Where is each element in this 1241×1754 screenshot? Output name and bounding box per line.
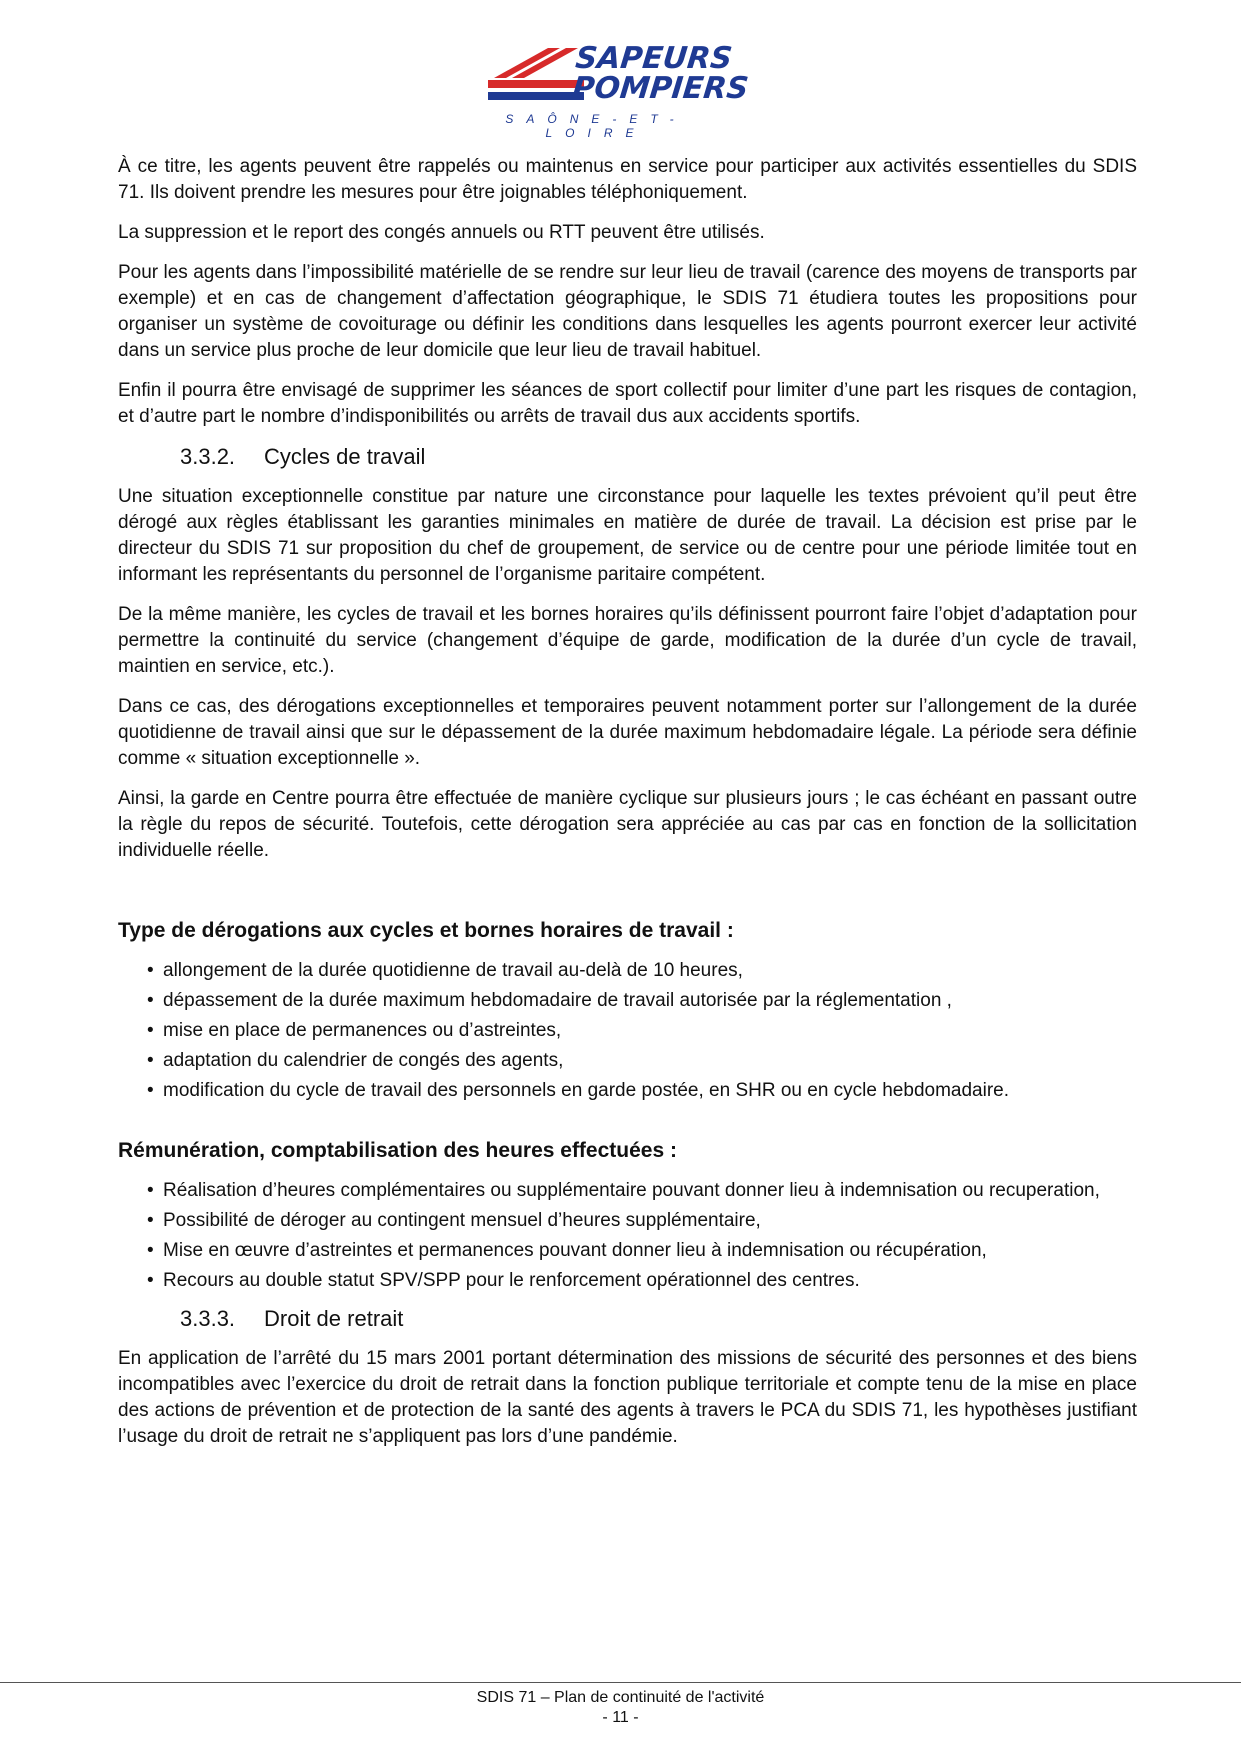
list-item: • mise en place de permanences ou d’astreintes, bbox=[118, 1018, 1137, 1044]
page-content bbox=[118, 154, 1137, 1464]
section-number: 3.3.3. bbox=[180, 1306, 236, 1331]
paragraph: En application de l’arrêté du 15 mars 2001 portant détermination des missions de sécurité des personnes et des biens incompatibles avec l’exercice du droit de retrait dans la fonction publique territoriale et compte tenu de la mise en place des actions de prévention et de protection de la santé des agents à travers le PCA du SDIS 71, les hypothèses justifiant l’usage du droit de retrait ne s’appliquent pas lors d’une pandémie. bbox=[118, 1348, 1137, 1447]
paragraph: Dans ce cas, des dérogations exceptionnelles et temporaires peuvent notamment porter sur l’allongement de la durée quotidienne de travail ainsi que sur le dépassement de la durée maximum hebdomadaire légale. La période sera définie comme « situation exceptionnelle ». bbox=[118, 696, 1137, 769]
list-item: • Possibilité de déroger au contingent mensuel d’heures supplémentaire, bbox=[118, 1208, 1137, 1234]
logo-line-2: POMPIERS bbox=[570, 71, 751, 106]
logo-subtitle: SAÔNE-ET-LOIRE bbox=[505, 112, 687, 140]
list-item: • Mise en œuvre d’astreintes et permanences pouvant donner lieu à indemnisation ou récupération, bbox=[118, 1238, 1137, 1264]
section-title: Droit de retrait bbox=[264, 1306, 404, 1331]
footer-title: SDIS 71 – Plan de continuité de l'activité bbox=[476, 1689, 765, 1706]
footer-divider bbox=[0, 1682, 1241, 1683]
section-heading-333 bbox=[118, 1306, 1137, 1332]
section-title: Cycles de travail bbox=[264, 444, 426, 469]
list-item: • modification du cycle de travail des personnels en garde postée, en SHR ou en cycle hebdomadaire. bbox=[118, 1078, 1137, 1104]
paragraph: La suppression et le report des congés annuels ou RTT peuvent être utilisés. bbox=[118, 222, 765, 243]
logo-wordmark bbox=[570, 41, 753, 106]
list-item: • dépassement de la durée maximum hebdomadaire de travail autorisée par la réglementation , bbox=[118, 988, 1137, 1014]
paragraph: À ce titre, les agents peuvent être rappelés ou maintenus en service pour participer aux activités essentielles du SDIS 71. Ils doivent prendre les mesures pour être joignables téléphoniquement. bbox=[118, 156, 1137, 203]
paragraph: Pour les agents dans l’impossibilité matérielle de se rendre sur leur lieu de travail (carence des moyens de transports par exemple) et en cas de changement d’affectation géographique, le SDIS 71 étudiera toutes les propositions pour organiser un système de covoiturage ou définir les conditions dans lesquelles les agents pourront exercer leur activité dans un service plus proche de leur domicile que leur lieu de travail habituel. bbox=[118, 262, 1137, 361]
list-item: • adaptation du calendrier de congés des agents, bbox=[118, 1048, 1137, 1074]
list-item: • Recours au double statut SPV/SPP pour le renforcement opérationnel des centres. bbox=[118, 1268, 1137, 1294]
list-item: • allongement de la durée quotidienne de travail au-delà de 10 heures, bbox=[118, 958, 1137, 984]
page-number: - 11 - bbox=[602, 1709, 639, 1726]
remuneration-heading: Rémunération, comptabilisation des heures effectuées : bbox=[118, 1139, 677, 1162]
section-number: 3.3.2. bbox=[180, 444, 236, 469]
derogations-list bbox=[118, 958, 1137, 1104]
paragraph: Enfin il pourra être envisagé de supprimer les séances de sport collectif pour limiter d’une part les risques de contagion, et d’autre part le nombre d’indisponibilités ou arrêts de travail dus aux accidents sportifs. bbox=[118, 380, 1137, 427]
paragraph: De la même manière, les cycles de travail et les bornes horaires qu’ils définissent pourront faire l’objet d’adaptation pour permettre la continuité du service (changement d’équipe de garde, modification de la durée d’un cycle de travail, maintien en service, etc.). bbox=[118, 604, 1137, 677]
sdis-logo bbox=[486, 41, 751, 140]
section-heading-332 bbox=[118, 444, 1137, 470]
paragraph: Ainsi, la garde en Centre pourra être effectuée de manière cyclique sur plusieurs jours ; le cas échéant en passant outre la règle du repos de sécurité. Toutefois, cette dérogation sera appréciée au cas par cas en fonction de la sollicitation individuelle réelle. bbox=[118, 788, 1137, 861]
derogations-heading: Type de dérogations aux cycles et bornes horaires de travail : bbox=[118, 919, 734, 942]
remuneration-list bbox=[118, 1178, 1137, 1294]
page-footer bbox=[0, 1688, 1241, 1728]
logo-line-1: SAPEURS bbox=[573, 41, 734, 76]
paragraph: Une situation exceptionnelle constitue par nature une circonstance pour laquelle les textes prévoient qu’il peut être dérogé aux règles établissant les garanties minimales en matière de durée de travail. La décision est prise par le directeur du SDIS 71 sur proposition du chef de groupement, de service ou de centre pour une période limitée tout en informant les représentants du personnel de l’organisme paritaire compétent. bbox=[118, 486, 1137, 585]
list-item: • Réalisation d’heures complémentaires ou supplémentaire pouvant donner lieu à indemnisation ou recuperation, bbox=[118, 1178, 1137, 1204]
